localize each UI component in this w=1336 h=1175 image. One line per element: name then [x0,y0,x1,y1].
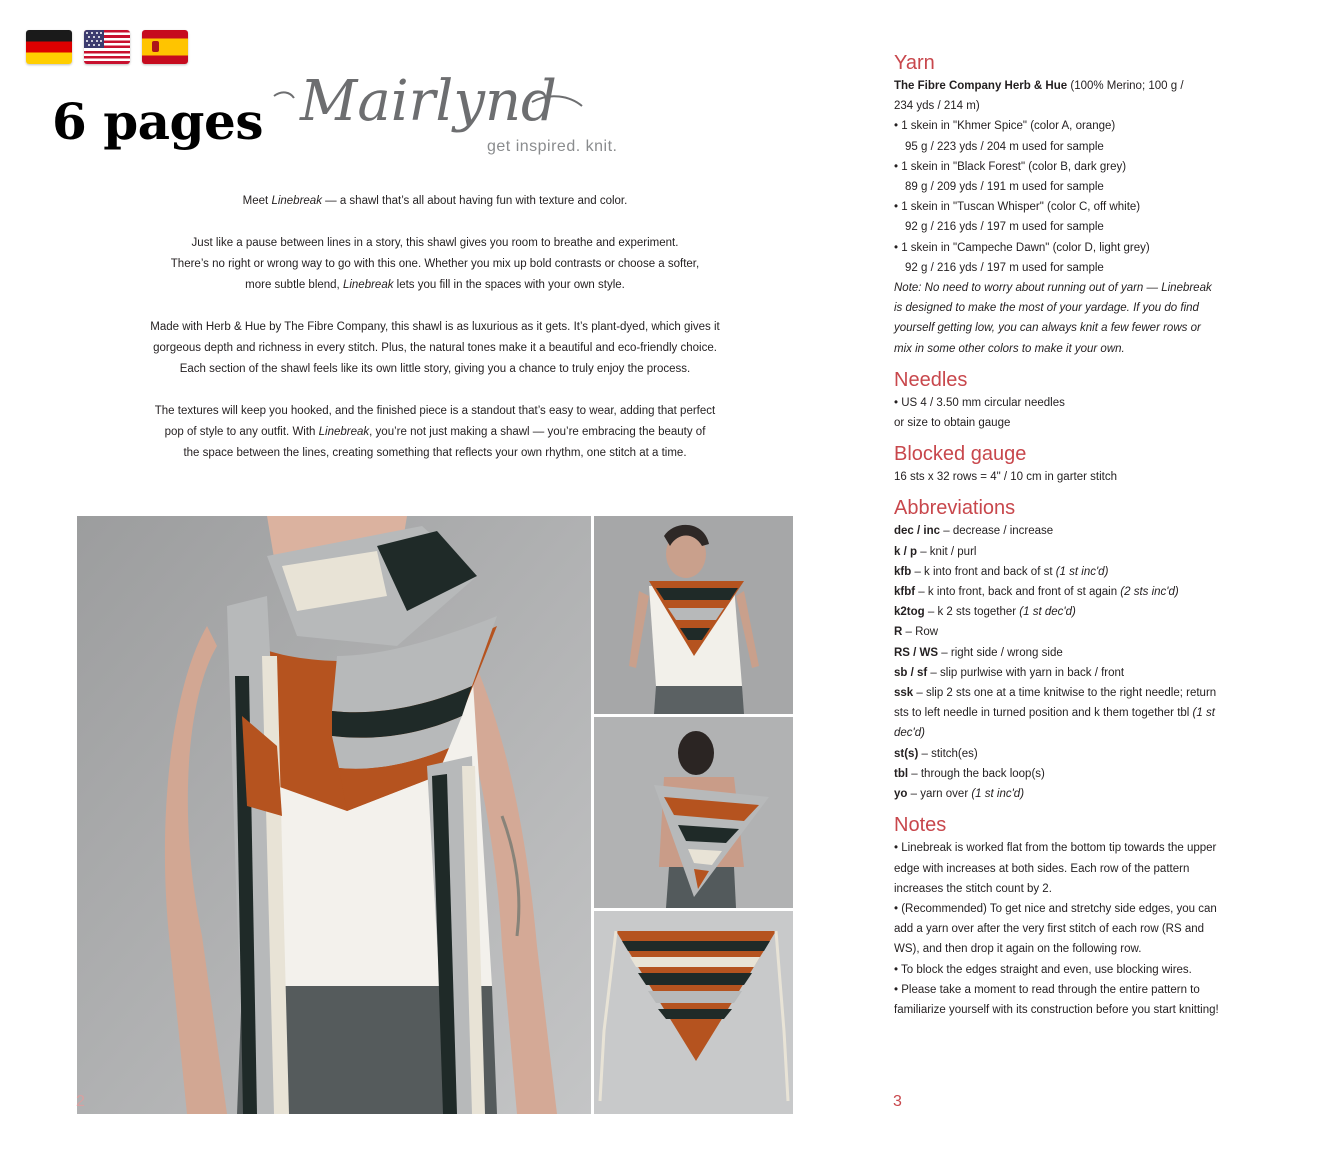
page-count-title: 6 pages [52,92,263,151]
skein-item: • 1 skein in "Black Forest" (color B, dark grey) [894,160,1127,173]
abbreviation-item: tbl – through the back loop(s) [894,767,1045,780]
intro-paragraph: Just like a pause between lines in a story, this shawl gives you room to breathe and experiment. There’s no right or wrong way to go with this one. Whether you mix up bold contrasts or choose a softer, more subtle blend, Linebreak lets you fill in the spaces with your own style. [170,237,700,291]
pattern-info-column [894,50,1244,1028]
abbreviation-item: k / p – knit / purl [894,545,977,558]
yarn-note: is designed to make the most of your yardage. If you do find [894,302,1199,315]
skein-item: • 1 skein in "Khmer Spice" (color A, orange) [894,120,1116,133]
abbreviations-heading: Abbreviations [894,497,1016,520]
abbreviation-item: sb / sf – slip purlwise with yarn in back / front [894,666,1125,679]
notes-line: • Linebreak is worked flat from the bottom tip towards the upper [894,842,1217,855]
yarn-brand-line: The Fibre Company Herb & Hue (100% Merino; 100 g / [894,80,1184,92]
abbreviation-item: kfb – k into front and back of st (1 st inc'd) [894,565,1109,578]
abbreviation-item: kfbf – k into front, back and front of st again (2 sts inc'd) [894,586,1179,599]
side-photo-flat-shawl [594,911,793,1114]
notes-line: • To block the edges straight and even, use blocking wires. [894,963,1192,976]
abbreviation-item: st(s) – stitch(es) [894,747,978,760]
skein-amount: 92 g / 216 yds / 197 m used for sample [905,221,1104,234]
gauge-section [894,441,1244,487]
us-flag-icon[interactable] [84,30,130,64]
skein-amount: 89 g / 209 yds / 191 m used for sample [905,181,1104,194]
main-shawl-photo [77,516,591,1114]
intro-paragraph: Made with Herb & Hue by The Fibre Company, this shawl is as luxurious as it gets. It’s plant-dyed, which gives it gorgeous depth and richness in every stitch. Plus, the natural tones make it a beautiful and eco-friendly choice. Each section of the shawl feels like its own little story, giving you a chance to truly enjoy the process. [150,321,720,375]
abbreviation-item: RS / WS – right side / wrong side [894,646,1063,659]
brand-wordmark: Mairlynd [300,69,557,134]
skein-item: • 1 skein in "Campeche Dawn" (color D, light grey) [894,241,1150,254]
language-selector [26,30,188,64]
abbreviation-item: dec / inc – decrease / increase [894,525,1054,538]
yarn-note: Note: No need to worry about running out of yarn — Linebreak [894,282,1212,295]
yarn-section [894,50,1244,359]
needles-line: or size to obtain gauge [894,417,1011,430]
skein-item: • 1 skein in "Tuscan Whisper" (color C, off white) [894,201,1141,214]
notes-line: edge with increases at both sides. Each row of the pattern [894,862,1190,875]
page-number-right: 3 [893,1093,902,1110]
abbreviation-item: R – Row [894,626,939,639]
spanish-flag-icon[interactable] [142,30,188,64]
abbreviation-item: sts to left needle in turned position and k them together tbl (1 st [894,707,1215,720]
notes-line: add a yarn over after the very first stitch of each row (RS and [894,923,1205,936]
needles-heading: Needles [894,368,968,391]
needles-section [894,367,1244,433]
side-photo-front-view [594,516,793,714]
notes-line: WS), and then drop it again on the following row. [894,943,1142,956]
notes-section [894,812,1244,1020]
abbreviation-item: dec'd) [894,727,925,740]
german-flag-icon[interactable] [26,30,72,64]
abbreviation-item: k2tog – k 2 sts together (1 st dec'd) [894,606,1076,619]
notes-line: familiarize yourself with its construction before you start knitting! [894,1003,1219,1016]
gauge-heading: Blocked gauge [894,443,1027,466]
abbreviation-item: yo – yarn over (1 st inc'd) [894,788,1025,801]
notes-line: • Please take a moment to read through the entire pattern to [894,983,1200,996]
notes-heading: Notes [894,814,947,837]
abbreviations-section [894,495,1244,804]
notes-line: • (Recommended) To get nice and stretchy side edges, you can [894,902,1217,915]
notes-line: increases the stitch count by 2. [894,882,1052,895]
brand-tagline: get inspired. knit. [487,138,618,155]
intro-paragraph: The textures will keep you hooked, and the finished piece is a standout that’s easy to wear, adding that perfect pop of style to any outfit. With Linebreak, you’re not just making a shawl — you’re embracing the beauty of the space between the lines, creating something that reflects your own rhythm, one stitch at a time. [154,405,716,459]
abbreviation-item: ssk – slip 2 sts one at a time knitwise to the right needle; return [894,687,1217,700]
intro-paragraph: Meet Linebreak — a shawl that’s all about having fun with texture and color. [242,195,628,207]
skein-amount: 95 g / 223 yds / 204 m used for sample [905,140,1104,153]
page-number-left: 2 [76,1093,85,1110]
side-photo-back-view [594,717,793,908]
yarn-note: yourself getting low, you can always knit a few fewer rows or [894,322,1201,335]
intro-text [110,191,760,485]
needles-line: • US 4 / 3.50 mm circular needles [894,396,1065,409]
gauge-text: 16 sts x 32 rows = 4" / 10 cm in garter stitch [894,471,1117,484]
yarn-note: mix in some other colors to make it your own. [894,342,1125,355]
yarn-heading: Yarn [894,52,935,74]
yarn-spec-line: 234 yds / 214 m) [894,100,980,113]
skein-amount: 92 g / 216 yds / 197 m used for sample [905,261,1104,274]
mairlynd-logo [270,62,590,142]
